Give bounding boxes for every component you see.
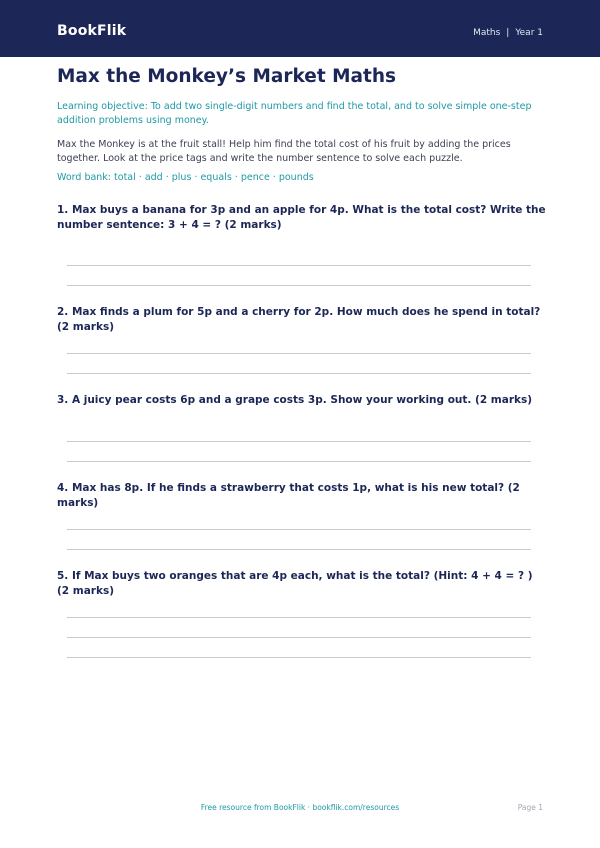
answer-line[interactable] xyxy=(67,461,531,462)
subject-label: Maths xyxy=(473,28,501,38)
footer-source-link[interactable]: Free resource from BookFlik · bookflik.com/resources xyxy=(200,803,400,812)
question-3: 3. A juicy pear costs 6p and a grape costs 3p. Show your working out. (2 marks) xyxy=(57,394,533,406)
brand-logo[interactable]: BookFlik xyxy=(57,23,127,39)
header-separator: | xyxy=(506,28,510,38)
header-bar xyxy=(0,0,600,57)
answer-line[interactable] xyxy=(67,657,531,658)
question-1: 1. Max buys a banana for 3p and an apple for 4p. What is the total cost? Write the number sentence: 3 + 4 = ? (2 marks) xyxy=(57,204,546,231)
answer-line[interactable] xyxy=(67,529,531,530)
intro-text: Max the Monkey is at the fruit stall! Help him find the total cost of his fruit by adding the prices together. Look at the price tags and write the number sentence to solve each puzzle. xyxy=(57,139,511,164)
answer-line[interactable] xyxy=(67,549,531,550)
header-meta xyxy=(473,28,543,38)
year-label: Year 1 xyxy=(515,28,543,38)
answer-line[interactable] xyxy=(67,637,531,638)
page-title: Max the Monkey’s Market Maths xyxy=(57,66,397,87)
answer-line[interactable] xyxy=(67,285,531,286)
question-4: 4. Max has 8p. If he finds a strawberry that costs 1p, what is his new total? (2 marks) xyxy=(57,482,520,509)
word-bank: Word bank: total · add · plus · equals · pence · pounds xyxy=(57,172,314,183)
answer-line[interactable] xyxy=(67,373,531,374)
question-5: 5. If Max buys two oranges that are 4p each, what is the total? (Hint: 4 + 4 = ? ) (2 marks) xyxy=(57,570,533,597)
question-2: 2. Max finds a plum for 5p and a cherry for 2p. How much does he spend in total? (2 marks) xyxy=(57,306,541,333)
page-number: Page 1 xyxy=(517,803,543,812)
answer-line[interactable] xyxy=(67,265,531,266)
answer-line[interactable] xyxy=(67,353,531,354)
answer-line[interactable] xyxy=(67,441,531,442)
learning-objective: Learning objective: To add two single-digit numbers and find the total, and to solve simple one-step addition problems using money. xyxy=(57,101,532,126)
answer-line[interactable] xyxy=(67,617,531,618)
